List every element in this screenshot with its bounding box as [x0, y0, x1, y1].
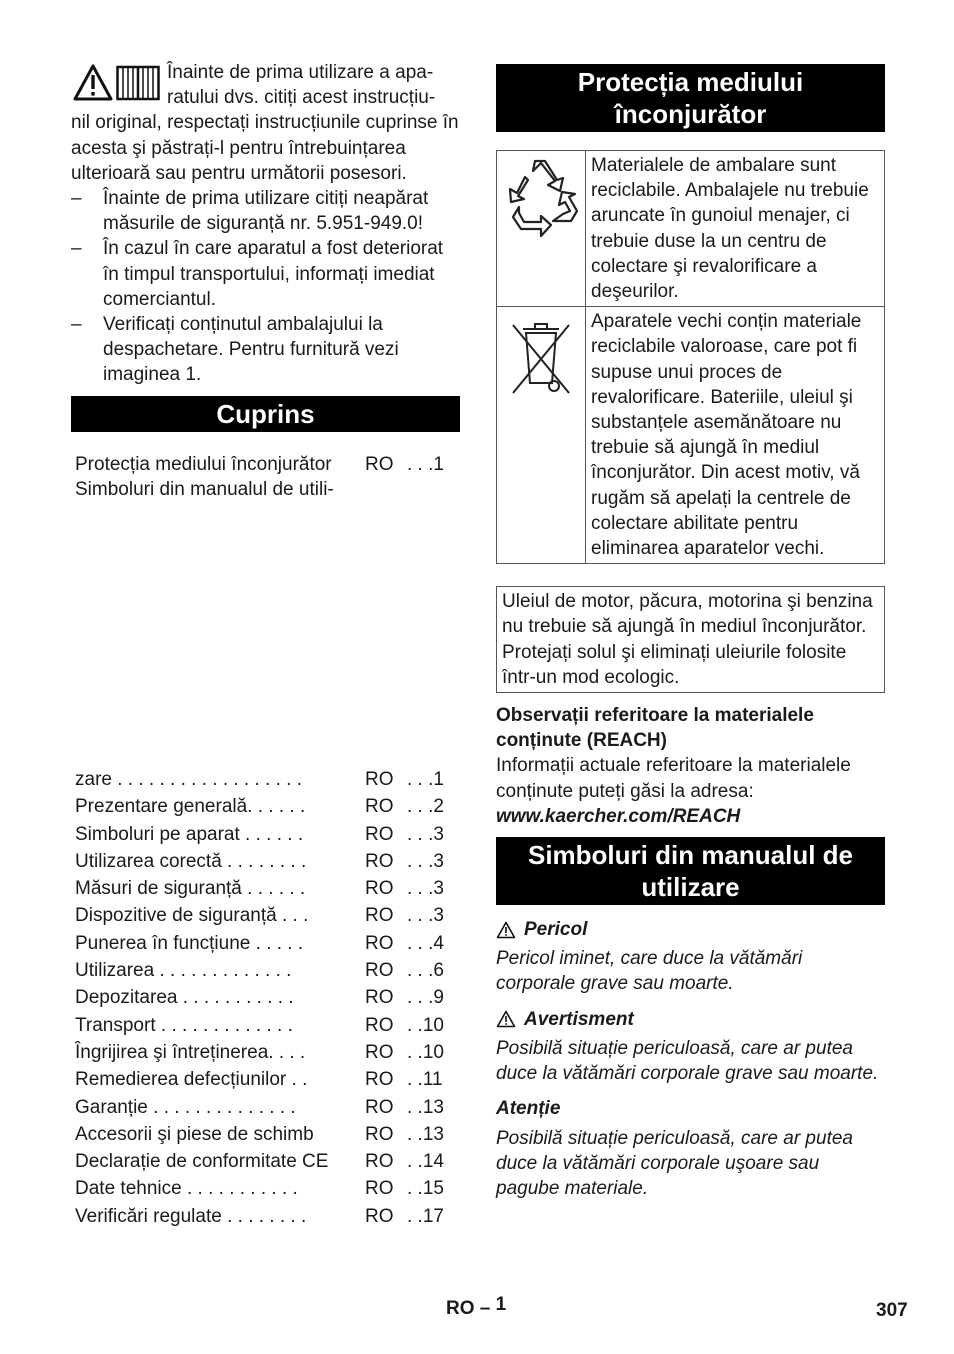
reach-heading: Observații referitoare la materialele conținute (REACH) [496, 705, 814, 752]
intro-item [71, 236, 460, 312]
toc-title: Simboluri din manualul de utili- [75, 478, 334, 500]
warning-triangle-icon [496, 1010, 516, 1028]
toc-lang: RO [365, 453, 394, 475]
toc-title-continuation [75, 767, 460, 792]
toc-lang: RO [365, 1123, 394, 1145]
toc-page: . . .3 [407, 905, 444, 927]
toc-page: . . .2 [407, 796, 444, 818]
page-number: 307 [876, 1300, 908, 1321]
toc-title: Depozitarea . . . . . . . . . . . [75, 987, 294, 1009]
toc-lang: RO [365, 932, 394, 954]
toc-page: . . .1 [407, 453, 444, 475]
toc-title: Punerea în funcțiune . . . . . [75, 932, 304, 954]
intro-icons [73, 64, 160, 102]
signal-danger-label: Pericol [524, 919, 588, 941]
toc-title: Date tehnice . . . . . . . . . . . [75, 1178, 298, 1200]
toc-lang: RO [365, 1069, 394, 1091]
signal-danger-text: Pericol iminet, care duce la vătămări corporale grave sau moarte. [496, 948, 803, 995]
toc-title: Dispozitive de siguranță . . . [75, 905, 309, 927]
toc-title: Îngrijirea şi întreținerea. . . . [75, 1041, 306, 1063]
toc-page: . . .4 [407, 932, 444, 954]
toc-lang: RO [365, 796, 394, 818]
symbols-heading-line2: utilizare [641, 872, 740, 903]
crossed-bin-icon [497, 307, 585, 399]
toc-row[interactable] [71, 1065, 460, 1092]
toc-title: Măsuri de siguranță . . . . . . [75, 878, 306, 900]
toc-title: Transport . . . . . . . . . . . . . [75, 1014, 293, 1036]
toc-row[interactable] [71, 1202, 460, 1229]
signal-caution-label: Atenție [496, 1098, 561, 1120]
toc-page: . .15 [407, 1178, 444, 1200]
toc-row[interactable] [71, 1092, 460, 1119]
intro-text-rest: nil original, respectați instrucțiunile cuprinse în acesta şi păstrați-l pentru întrebuințarea ulterioară sau pentru următorii posesori. [71, 112, 459, 184]
toc-row[interactable] [71, 1120, 460, 1147]
intro-item [71, 312, 460, 388]
toc-title: Prezentare generală. . . . . . [75, 796, 306, 818]
toc-title: Garanție . . . . . . . . . . . . . . [75, 1096, 296, 1118]
toc-row[interactable] [71, 1011, 460, 1038]
oil-note: Uleiul de motor, păcura, motorina şi benzina nu trebuie să ajungă în mediul înconjurător. Protejați solul şi eliminați uleiurile folosite într-un mod ecologic. [496, 586, 885, 693]
toc-lang: RO [365, 1096, 394, 1118]
footer-lang: RO [446, 1298, 475, 1319]
toc-title-line2: zare . . . . . . . . . . . . . . . . . . [75, 768, 302, 790]
toc-row[interactable] [71, 792, 460, 819]
toc-page: . .14 [407, 1151, 444, 1173]
toc-page: . . .3 [407, 878, 444, 900]
recycle-icon [497, 151, 585, 241]
intro-item [71, 186, 460, 236]
toc-lang: RO [365, 850, 394, 872]
toc-lang: RO [365, 823, 394, 845]
environment-icon-cell [497, 151, 586, 307]
environment-text: Materialele de ambalare sunt reciclabile. Ambalajele nu trebuie aruncate în gunoiul menajer, ci trebuie duse la un centru de colectare şi revalorificare a deşeurilor. [586, 151, 885, 307]
environment-icon-cell [497, 307, 586, 564]
intro-item-text: În cazul în care aparatul a fost deteriorat în timpul transportului, informați imediat comerciantul. [103, 238, 444, 310]
dash-bullet: – [71, 314, 82, 336]
toc-lang: RO [365, 878, 394, 900]
footer-sep: – [479, 1298, 491, 1319]
symbols-heading-line1: Simboluri din manualul de [527, 840, 854, 871]
toc-lang: RO [365, 905, 394, 927]
environment-row [497, 307, 885, 564]
toc-page: . . .6 [407, 960, 444, 982]
toc-lang: RO [365, 960, 394, 982]
toc-row[interactable] [71, 1038, 460, 1065]
toc-row[interactable] [71, 450, 460, 477]
toc-lang: RO [365, 1014, 394, 1036]
toc-row[interactable] [71, 929, 460, 956]
toc-page: . . .9 [407, 987, 444, 1009]
toc-title: Utilizarea . . . . . . . . . . . . . [75, 960, 292, 982]
toc-row[interactable] [71, 901, 460, 928]
signal-caution-text: Posibilă situație periculoasă, care ar putea duce la vătămări corporale uşoare sau pagube materiale. [496, 1127, 853, 1199]
toc-lang: RO [365, 1151, 394, 1173]
reach-url[interactable]: www.kaercher.com/REACH [496, 805, 741, 827]
signal-warning-heading [496, 1007, 885, 1032]
toc-row[interactable] [71, 874, 460, 901]
toc-row[interactable] [71, 1174, 460, 1201]
warning-triangle-icon [496, 921, 516, 939]
environment-heading-line1: Protecția mediului [577, 67, 804, 97]
intro-text-line2: ratului dvs. citiți acest instrucțiu- [167, 87, 436, 109]
toc-page: . .10 [407, 1041, 444, 1063]
footer-section-ref [446, 1296, 506, 1321]
environment-table [496, 150, 885, 564]
intro-item-text: Înainte de prima utilizare citiți neapărat măsurile de siguranță nr. 5.951-949.0! [103, 188, 429, 235]
toc-row[interactable] [71, 477, 460, 792]
dash-bullet: – [71, 188, 82, 210]
toc-page: . .17 [407, 1205, 444, 1227]
signal-warning-text: Posibilă situație periculoasă, care ar putea duce la vătămări corporale grave sau moarte. [496, 1037, 879, 1085]
toc-lang: RO [365, 1178, 394, 1200]
intro-item-text: Verificați conținutul ambalajului la despachetare. Pentru furnitură vezi imaginea 1. [103, 314, 399, 386]
signal-caution-heading [496, 1096, 885, 1121]
toc-page: . . .1 [407, 768, 444, 790]
symbols-heading [496, 837, 885, 905]
toc-title: Accesorii şi piese de schimb [75, 1123, 314, 1145]
toc-page: . . .3 [407, 850, 444, 872]
environment-heading-line2: înconjurător [614, 99, 767, 129]
footer-section-page: 1 [495, 1294, 507, 1315]
table-of-contents [71, 450, 460, 1229]
toc-heading: Cuprins [71, 396, 460, 432]
toc-title: Protecția mediului înconjurător [75, 453, 332, 475]
environment-heading [496, 64, 885, 132]
toc-page: . .13 [407, 1123, 444, 1145]
right-column [496, 64, 885, 1201]
toc-row[interactable] [71, 983, 460, 1010]
toc-title: Simboluri pe aparat . . . . . . [75, 823, 304, 845]
toc-title: Declarație de conformitate CE [75, 1151, 329, 1173]
toc-title: Verificări regulate . . . . . . . . [75, 1205, 307, 1227]
toc-lang: RO [365, 987, 394, 1009]
toc-title: Remedierea defecțiunilor . . [75, 1069, 308, 1091]
toc-page: . .11 [407, 1069, 443, 1091]
left-column [71, 60, 460, 1229]
intro-text-line1: Înainte de prima utilizare a apa- [167, 62, 434, 83]
toc-page: . . .3 [407, 823, 444, 845]
warning-triangle-icon [73, 64, 113, 102]
toc-page: . .10 [407, 1014, 444, 1036]
manual-book-icon [116, 64, 160, 102]
toc-lang: RO [365, 768, 394, 790]
toc-page: . .13 [407, 1096, 444, 1118]
toc-lang: RO [365, 1205, 394, 1227]
environment-row [497, 151, 885, 307]
reach-text: Informații actuale referitoare la materialele conținute puteți găsi la adresa: [496, 755, 851, 802]
dash-bullet: – [71, 238, 82, 260]
environment-text: Aparatele vechi conțin materiale reciclabile valoroase, care pot fi supuse unui proces de revalorificare. Bateriile, uleiul şi substanțele asemănătoare nu trebuie să ajungă în mediul înconjurător. Din acest motiv, vă rugăm să apelați la centrele de colectare abilitate pentru eliminarea aparatelor vechi. [586, 307, 885, 564]
toc-row[interactable] [71, 1147, 460, 1174]
toc-row[interactable] [71, 847, 460, 874]
signal-warning-label: Avertisment [524, 1008, 634, 1030]
intro-block [71, 60, 460, 388]
toc-row[interactable] [71, 956, 460, 983]
toc-lang: RO [365, 1041, 394, 1063]
signal-danger-heading [496, 917, 885, 942]
toc-row[interactable] [71, 819, 460, 846]
toc-title: Utilizarea corectă . . . . . . . . [75, 850, 307, 872]
